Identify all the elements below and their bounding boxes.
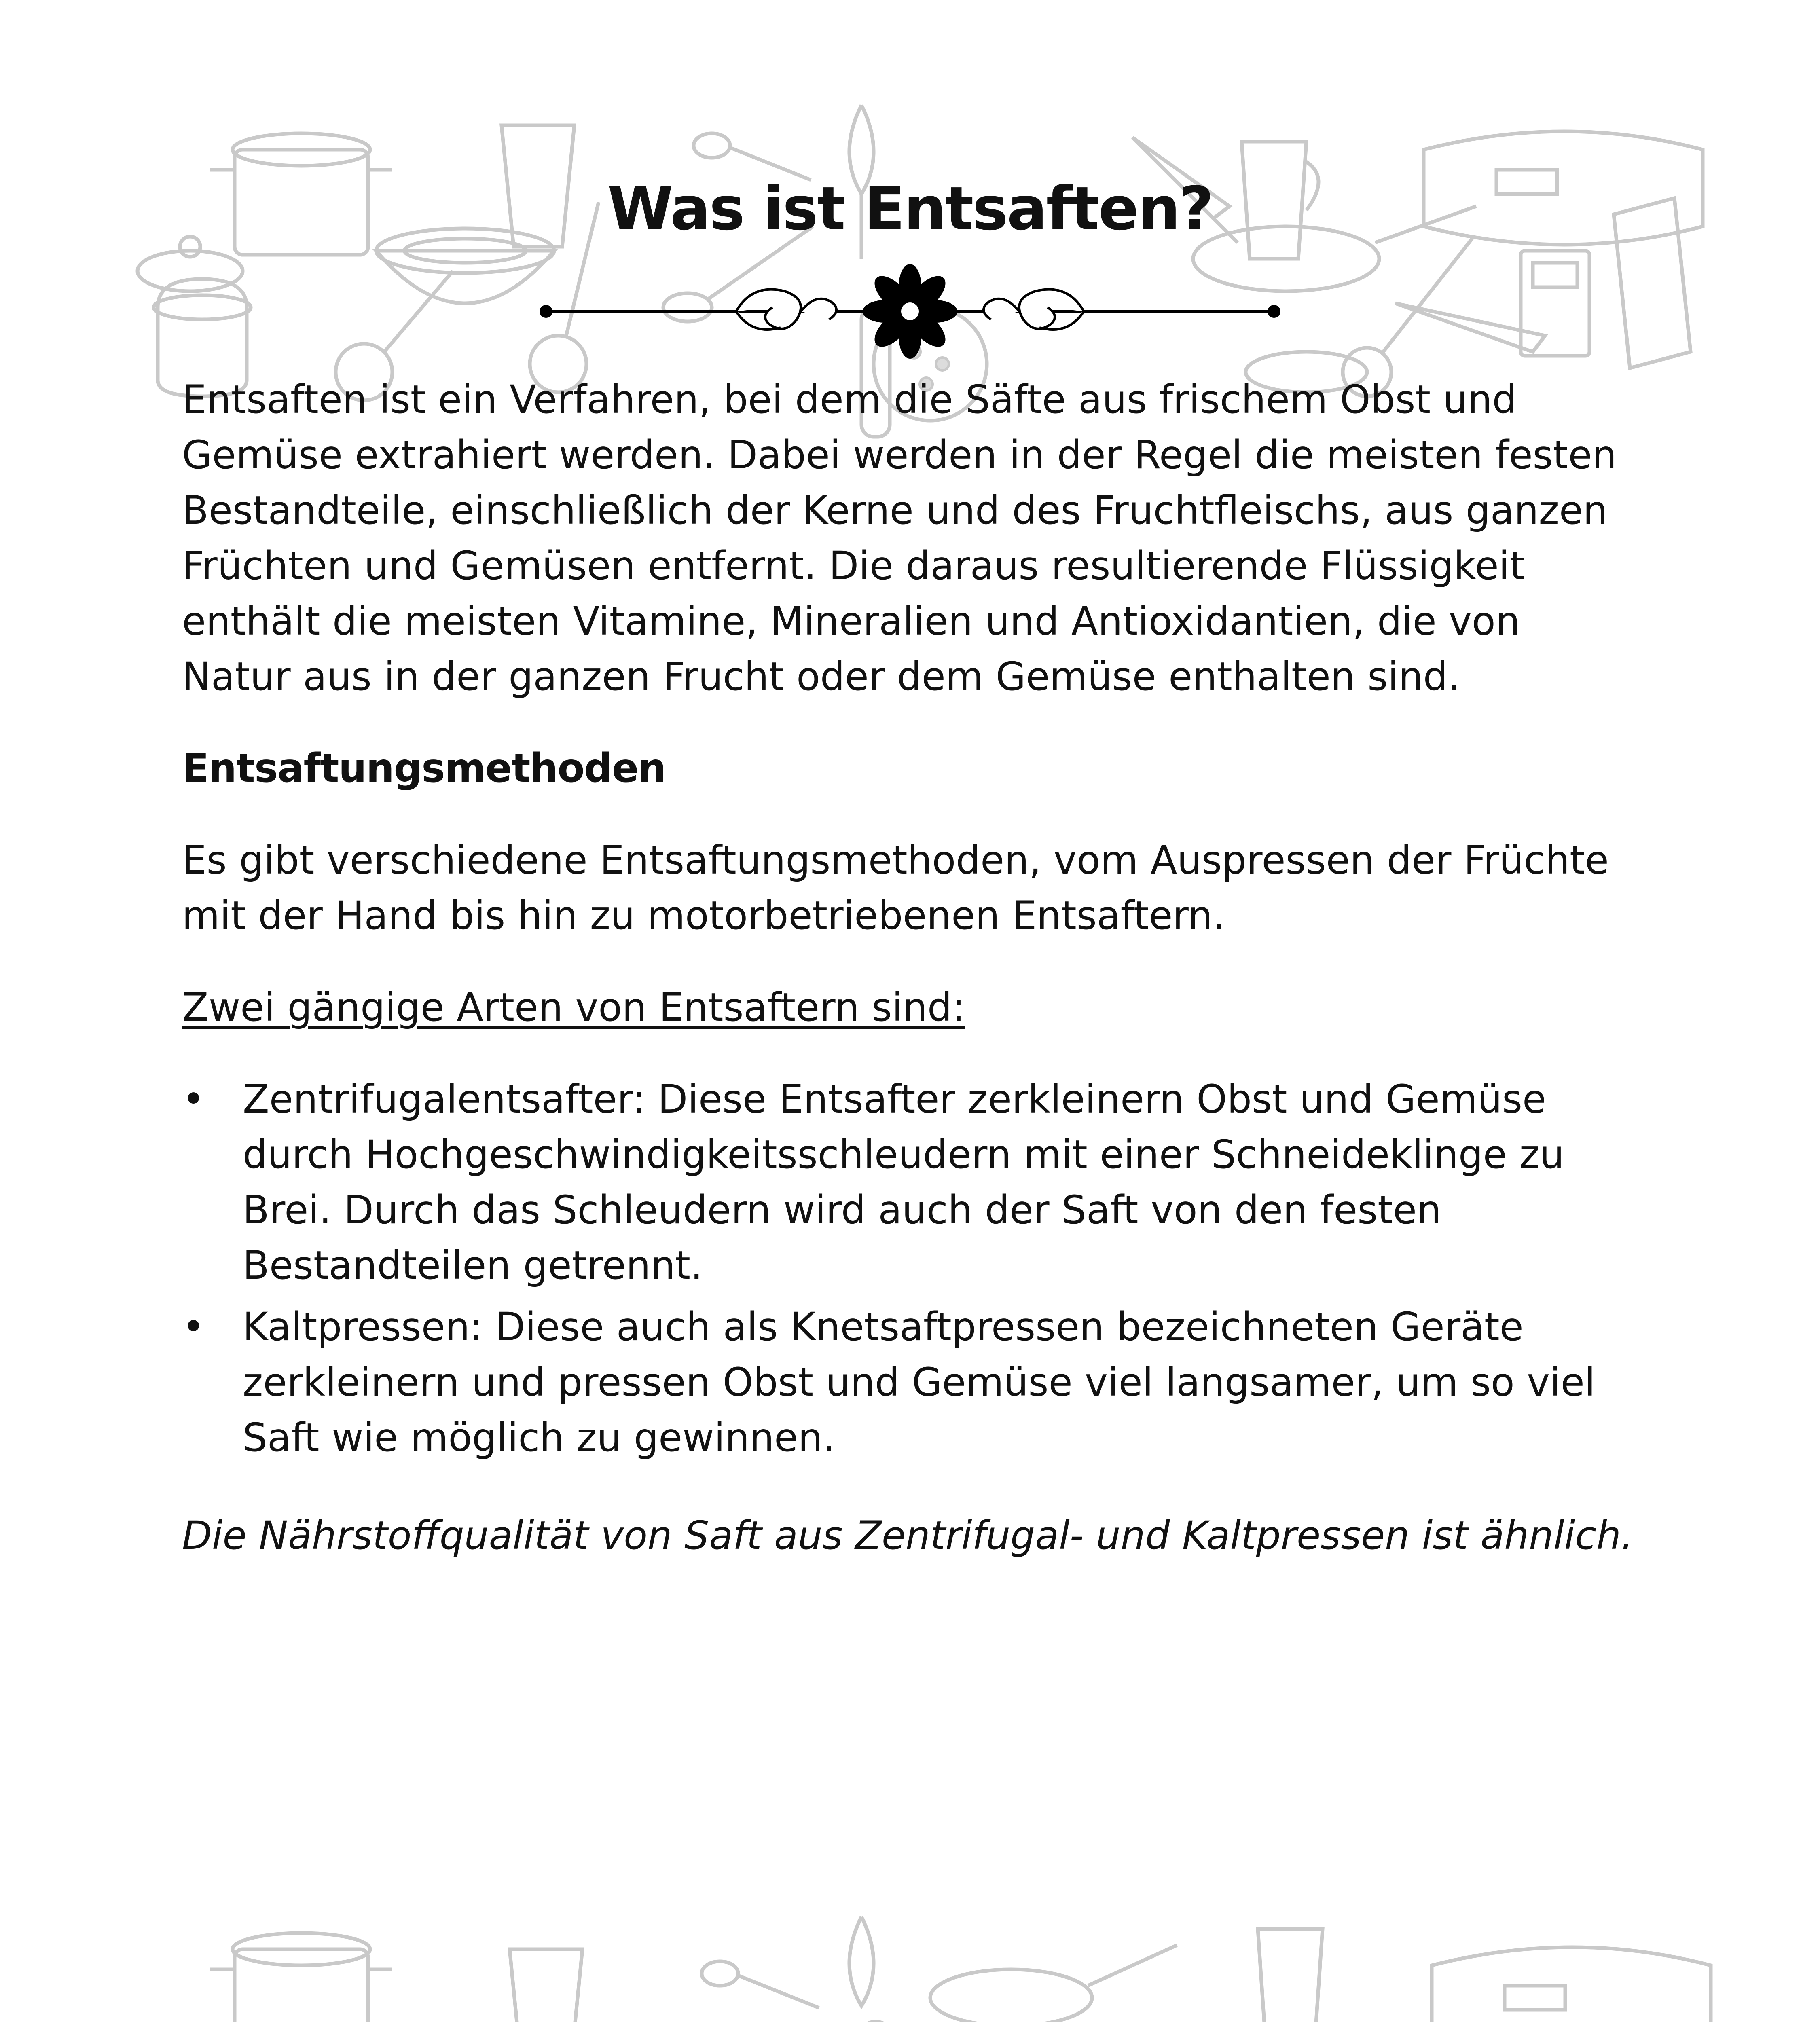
intro-paragraph: Entsaften ist ein Verfahren, bei dem die Säfte aus frischem Obst und Gemüse extrahiert werden. Dabei werden in der Regel die meisten festen Bestandteile, einschließlich der Kerne und des Fruchtfleischs, aus ganzen Früchten und Gemüsen entfernt. Die daraus resultierende Flüssigkeit enthält die meisten Vitamine, Mineralien und Antioxidantien, die von Natur aus in der ganzen Frucht oder dem Gemüse enthalten sind. (182, 377, 1617, 699)
pan-icon (930, 1945, 1177, 2022)
spoon-icon (694, 133, 811, 180)
document-body (182, 372, 1638, 1563)
closing-note: Die Nährstoffqualität von Saft aus Zentrifugal- und Kaltpressen ist ähnlich. (182, 1513, 1634, 1558)
types-subheading: Zwei gängige Arten von Entsaftern sind: (182, 985, 965, 1030)
page-title: Was ist Entsaften? (607, 174, 1213, 243)
methods-paragraph: Es gibt verschiedene Entsaftungsmethoden, vom Auspressen der Früchte mit der Hand bis hin zu motorbetriebenen Entsaftern. (182, 838, 1609, 938)
jug-icon (1258, 1929, 1323, 2022)
glass-icon (510, 1949, 582, 2022)
divider-end-dot (1268, 305, 1280, 318)
list-item (182, 1299, 1638, 1466)
title-divider-ornament (526, 263, 1294, 360)
whisk-icon (849, 1917, 874, 2006)
cake-ring-icon (1432, 1947, 1711, 2022)
bullet-icon: • (182, 1077, 205, 1122)
divider-end-dot (540, 305, 552, 318)
spoon-icon (702, 1961, 819, 2008)
flower-icon (863, 264, 957, 359)
pot-icon (210, 1933, 392, 2022)
calculator-icon (1521, 251, 1589, 356)
list-item-text: Zentrifugalentsafter: Diese Entsafter zerkleinern Obst und Gemüse durch Hochgeschwindigkeitsschleudern mit einer Schneideklinge zu Brei. Durch das Schleudern wird auch der Saft von den festen Bestandteilen getrennt. (243, 1077, 1564, 1288)
list-item (182, 1072, 1638, 1293)
bullet-icon: • (182, 1304, 205, 1349)
flourish-right-icon (984, 290, 1084, 330)
juicer-types-list (182, 1072, 1638, 1466)
list-item-text: Kaltpressen: Diese auch als Knetsaftpressen bezeichneten Geräte zerkleinern und pressen Obst und Gemüse viel langsamer, um so viel Saft wie möglich zu gewinnen. (243, 1304, 1596, 1460)
flourish-left-icon (736, 290, 836, 330)
section-heading: Entsaftungsmethoden (182, 745, 666, 791)
kitchen-illustrations-bottom (0, 1868, 1820, 2022)
